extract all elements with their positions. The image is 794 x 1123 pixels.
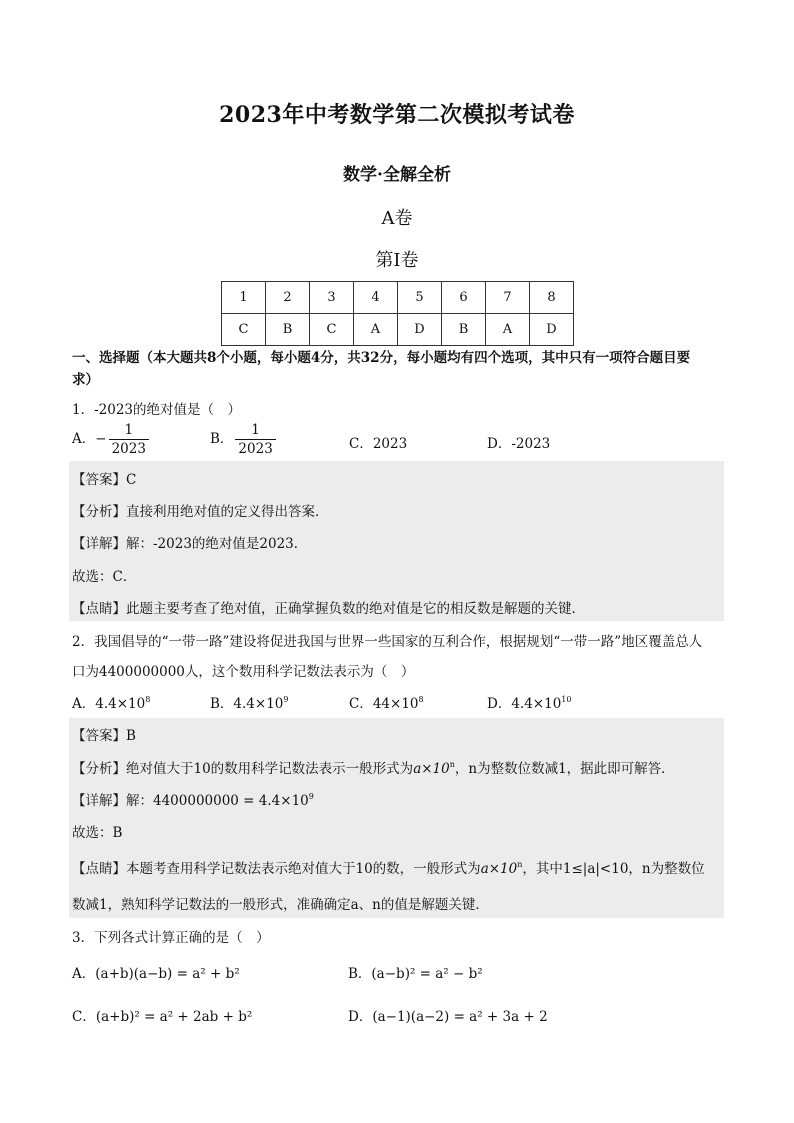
q1-option-b-prefix: B． [210, 431, 234, 447]
q1-option-a-numerator: 1 [109, 421, 149, 440]
q1-detail: 【详解】解：-2023的绝对值是2023． [72, 536, 308, 552]
q2-option-a-base: A．4.4×10 [72, 696, 146, 712]
answer-table-number: 5 [398, 282, 442, 314]
part1-heading: 一、选择题（本大题共8个小题，每小题4分，共32分，每小题均有四个选项，其中只有一项符合题目要 [72, 350, 691, 366]
q1-stem: 1．-2023的绝对值是（ ） [72, 402, 242, 418]
q2-option-c [349, 692, 424, 712]
q2-comment-formula: a×10 [480, 861, 518, 877]
q2-choice: 故选：B [72, 825, 123, 841]
q2-comment-line2: 数减1，熟知科学记数法的一般形式，准确确定a、n的值是解题关键． [72, 897, 489, 913]
q2-detail-exponent: 9 [308, 792, 314, 801]
q3-option-d: D．(a−1)(a−2) = a² + 3a + 2 [348, 1009, 548, 1025]
q2-analysis [72, 757, 675, 777]
answer-table-number: 6 [442, 282, 486, 314]
q2-option-c-base: C．44×10 [349, 696, 419, 712]
answer-table-answer: D [398, 314, 442, 346]
answer-table-answer: B [266, 314, 310, 346]
answer-table-number: 2 [266, 282, 310, 314]
answer-table-answer: A [486, 314, 530, 346]
q2-detail-text: 【详解】解：4400000000 = 4.4×10 [72, 793, 309, 809]
q2-analysis-formula: a×10 [413, 761, 450, 777]
q1-option-d: D．-2023 [487, 436, 551, 452]
answer-table-number: 3 [310, 282, 354, 314]
q2-comment-pre: 【点睛】本题考查用科学记数法表示绝对值大于10的数，一般形式为 [72, 861, 481, 877]
q3-option-a: A．(a+b)(a−b) = a² + b² [72, 966, 240, 982]
part1-heading-cont: 求） [72, 372, 99, 388]
section-a-heading: A卷 [381, 208, 413, 229]
q2-analysis-pre: 【分析】绝对值大于10的数用科学记数法表示一般形式为 [72, 761, 414, 777]
page-subtitle: 数学·全解全析 [343, 165, 451, 185]
q2-option-b-exponent: 9 [283, 695, 289, 704]
q2-option-b [210, 692, 288, 712]
q2-option-a [72, 692, 150, 712]
q1-option-b-denominator: 2023 [238, 441, 273, 457]
q2-comment-mid: ，其中1≤|a|<10，n为整数位 [522, 861, 705, 877]
q1-comment: 【点睛】此题主要考查了绝对值，正确掌握负数的绝对值是它的相反数是解题的关键． [72, 601, 585, 617]
q2-analysis-formula-exp: n [449, 760, 455, 769]
answer-table-answer: A [354, 314, 398, 346]
q3-option-b: B．(a−b)² = a² − b² [348, 966, 483, 982]
q1-option-c: C．2023 [349, 436, 408, 452]
q1-option-a-denominator: 2023 [111, 441, 146, 457]
answer-table-number: 1 [222, 282, 266, 314]
q2-answer: 【答案】B [72, 728, 136, 744]
q1-option-a-prefix: A．− [72, 431, 107, 447]
q1-analysis: 【分析】直接利用绝对值的定义得出答案． [72, 504, 329, 520]
q2-option-d-exponent: 10 [561, 695, 572, 704]
page-title: 2023年中考数学第二次模拟考试卷 [219, 102, 575, 128]
answer-table-answer: C [222, 314, 266, 346]
q2-solution-box [69, 718, 724, 918]
q2-stem-line1: 2．我国倡导的“一带一路”建设将促进我国与世界一些国家的互利合作，根据规划“一带一路”地区覆盖总人 [72, 634, 703, 650]
q1-option-b-numerator: 1 [235, 421, 275, 440]
answer-table-answer: B [442, 314, 486, 346]
q2-stem-line2: 口为4400000000人，这个数用科学记数法表示为（ ） [72, 664, 415, 680]
q2-option-c-exponent: 8 [418, 695, 424, 704]
answer-table-numbers-row [222, 282, 574, 314]
q3-option-c: C．(a+b)² = a² + 2ab + b² [72, 1009, 253, 1025]
q2-comment-line1 [72, 857, 705, 877]
q2-option-b-base: B．4.4×10 [210, 696, 284, 712]
answer-table [221, 281, 574, 346]
answer-table-number: 8 [530, 282, 574, 314]
q2-analysis-post: ，n为整数位数减1，据此即可解答． [454, 761, 675, 777]
q2-option-d-base: D．4.4×10 [487, 696, 562, 712]
q2-option-a-exponent: 8 [145, 695, 151, 704]
q1-option-b [210, 421, 278, 458]
answer-table-answer: D [530, 314, 574, 346]
q3-stem: 3．下列各式计算正确的是（ ） [72, 930, 270, 946]
q1-option-a [72, 421, 151, 458]
answer-table-answers-row [222, 314, 574, 346]
section-i-heading: 第Ⅰ卷 [375, 250, 419, 271]
q1-option-a-fraction [109, 421, 149, 458]
answer-table-number: 4 [354, 282, 398, 314]
q1-choice: 故选：C． [72, 569, 137, 585]
answer-table-answer: C [310, 314, 354, 346]
q1-option-b-fraction [235, 421, 275, 458]
q2-comment-formula-exp: n [517, 860, 523, 869]
q2-option-d [487, 692, 571, 712]
q2-detail [72, 789, 314, 809]
q1-answer: 【答案】C [72, 472, 137, 488]
answer-table-number: 7 [486, 282, 530, 314]
